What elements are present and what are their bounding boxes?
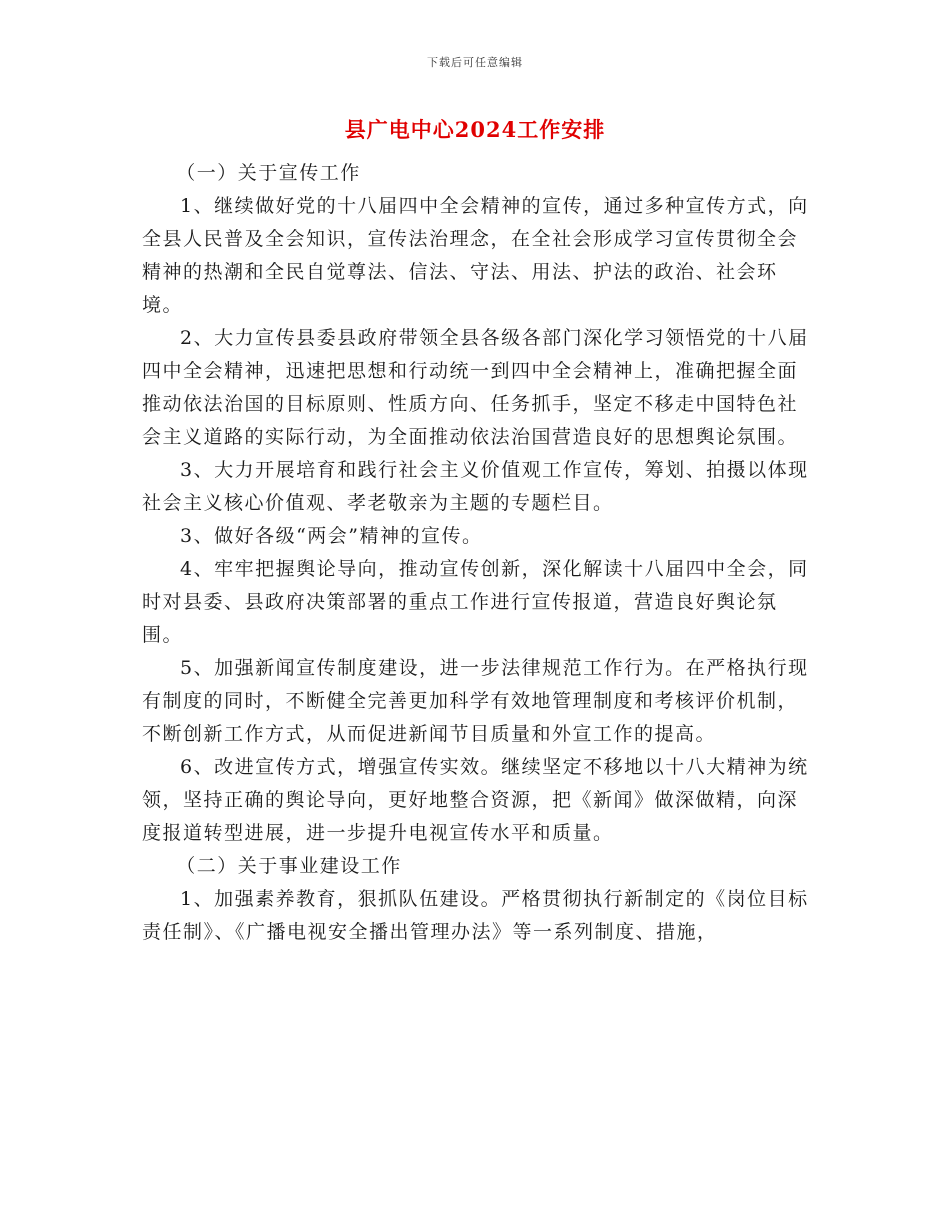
paragraph-item: 2、大力宣传县委县政府带领全县各级各部门深化学习领悟党的十八届四中全会精神，迅速把思想和行动统一到四中全会精神上，准确把握全面推动依法治国的目标原则、性质方向、任务抓手，坚定不移走中国特色社会主义道路的实际行动，为全面推动依法治国营造良好的思想舆论氛围。 — [142, 327, 809, 448]
document-title: 县广电中心2024工作安排 — [344, 117, 606, 142]
paragraph-item: 5、加强新闻宣传制度建设，进一步法律规范工作行为。在严格执行现有制度的同时，不断健全完善更加科学有效地管理制度和考核评价机制，不断创新工作方式，从而促进新闻节目质量和外宣工作的提高。 — [142, 657, 809, 745]
paragraph-item: 1、继续做好党的十八届四中全会精神的宣传，通过多种宣传方式，向全县人民普及全会知识，宣传法治理念，在全社会形成学习宣传贯彻全会精神的热潮和全民自觉尊法、信法、守法、用法、护法的政治、社会环境。 — [142, 195, 809, 316]
document-body — [142, 157, 812, 949]
section-heading-construction: （二）关于事业建设工作 — [176, 855, 402, 877]
paragraph-item: 6、改进宣传方式，增强宣传实效。继续坚定不移地以十八大精神为统领，坚持正确的舆论导向，更好地整合资源，把《新闻》做深做精，向深度报道转型进展，进一步提升电视宣传水平和质量。 — [142, 756, 809, 844]
paragraph-item: 3、做好各级“两会”精神的宣传。 — [180, 525, 483, 547]
section-heading-publicity: （一）关于宣传工作 — [176, 162, 361, 184]
header-note: 下载后可任意编辑 — [427, 56, 523, 69]
paragraph-item: 4、牢牢把握舆论导向，推动宣传创新，深化解读十八届四中全会，同时对县委、县政府决策部署的重点工作进行宣传报道，营造良好舆论氛围。 — [142, 558, 809, 646]
paragraph-item: 1、加强素养教育，狠抓队伍建设。严格贯彻执行新制定的《岗位目标责任制》、《广播电视安全播出管理办法》等一系列制度、措施， — [142, 888, 809, 943]
paragraph-item: 3、大力开展培育和践行社会主义价值观工作宣传，筹划、拍摄以体现社会主义核心价值观、孝老敬亲为主题的专题栏目。 — [142, 459, 809, 514]
